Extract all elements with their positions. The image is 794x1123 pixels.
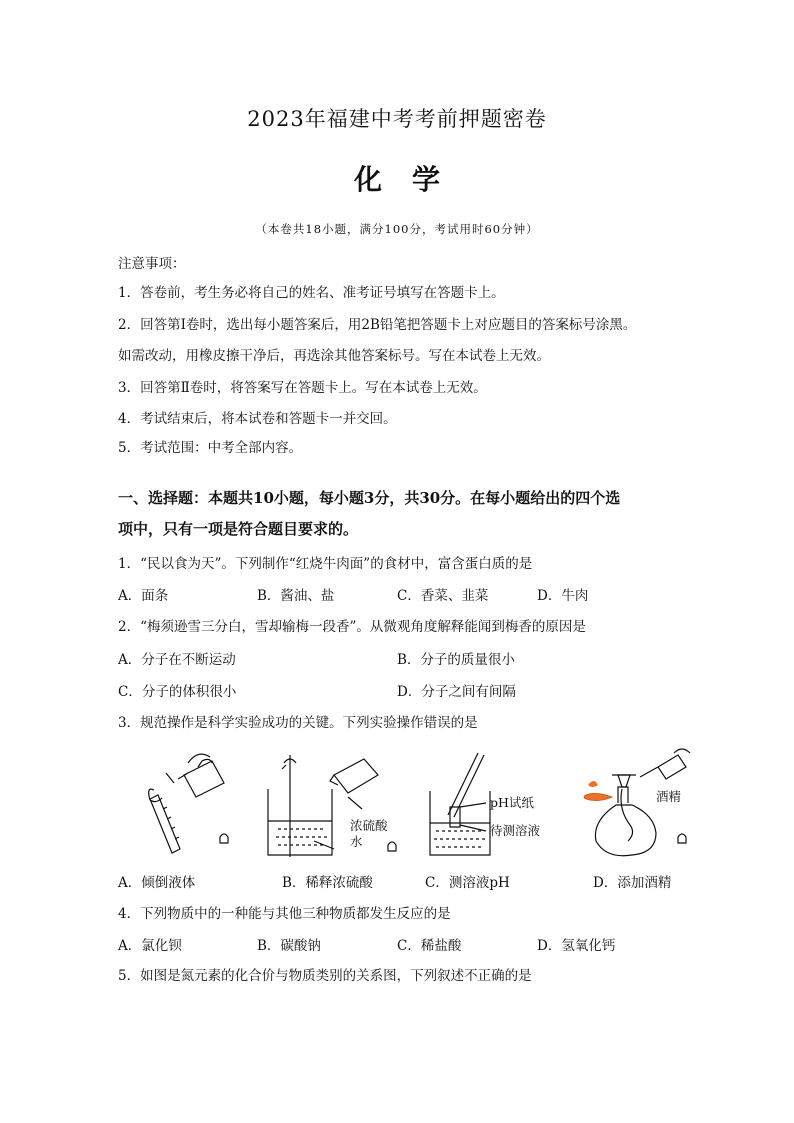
question-3-stem: 3．规范操作是科学实验成功的关键。下列实验操作错误的是 <box>118 715 478 731</box>
exam-scope: （本卷共18小题，满分100分，考试用时60分钟） <box>255 222 539 236</box>
question-2-stem: 2．“梅须逊雪三分白，雪却输梅一段香”。从微观角度解释能闻到梅香的原因是 <box>118 619 586 635</box>
note-item: 5．考试范围：中考全部内容。 <box>118 440 303 456</box>
label-ph-paper: pH试纸 <box>490 795 534 810</box>
question-5-stem: 5．如图是氮元素的化合价与物质类别的关系图，下列叙述不正确的是 <box>118 968 532 984</box>
question-1-stem: 1．“民以食为天”。下列制作“红烧牛肉面”的食材中，富含蛋白质的是 <box>118 556 533 572</box>
q1-option-b: B．酱油、盐 <box>257 588 335 604</box>
beaker-dilution-illustration <box>268 755 396 857</box>
label-test-solution: 待测溶液 <box>490 823 541 838</box>
section-heading-cont: 项中，只有一项是符合题目要求的。 <box>118 520 359 538</box>
note-item: 2．回答第Ⅰ卷时，选出每小题答案后，用2B铅笔把答题卡上对应题目的答案标号涂黑。 <box>118 317 637 333</box>
label-alcohol: 酒精 <box>656 789 682 804</box>
lab-operations-illustration <box>118 745 698 865</box>
graduated-cylinder-illustration <box>149 754 228 853</box>
q3-option-d: D．添加酒精 <box>593 875 672 891</box>
q1-option-d: D．牛肉 <box>537 588 589 604</box>
note-item: 4．考试结束后，将本试卷和答题卡一并交回。 <box>118 411 397 427</box>
note-item: 如需改动，用橡皮擦干净后，再选涂其他答案标号。写在本试卷上无效。 <box>118 348 550 364</box>
section-heading: 一、选择题：本题共10小题，每小题3分，共30分。在每小题给出的四个选 <box>118 489 621 507</box>
q3-figure <box>118 745 698 865</box>
exam-title: 2023年福建中考考前押题密卷 <box>247 107 547 131</box>
q3-option-c: C．测溶液pH <box>425 875 510 891</box>
q2-option-b: B．分子的质量很小 <box>397 652 515 668</box>
q4-option-b: B．碳酸钠 <box>257 938 321 954</box>
note-item: 1．答卷前，考生务必将自己的姓名、准考证号填写在答题卡上。 <box>118 285 505 301</box>
label-water: 水 <box>350 834 363 849</box>
q4-option-a: A．氯化钡 <box>118 938 182 954</box>
q2-option-c: C．分子的体积很小 <box>118 684 237 700</box>
q3-option-b: B．稀释浓硫酸 <box>282 875 373 891</box>
subject-title: 化学 <box>353 163 470 196</box>
q4-option-c: C．稀盐酸 <box>397 938 462 954</box>
q1-option-a: A．面条 <box>118 588 169 604</box>
q2-option-d: D．分子之间有间隔 <box>397 684 516 700</box>
ph-test-illustration <box>430 753 490 855</box>
note-item: 3．回答第Ⅱ卷时，将答案写在答题卡上。写在本试卷上无效。 <box>118 380 487 396</box>
q3-option-a: A．倾倒液体 <box>118 875 196 891</box>
q1-option-c: C．香菜、韭菜 <box>397 588 489 604</box>
q4-option-d: D．氢氧化钙 <box>537 938 616 954</box>
label-conc-acid: 浓硫酸 <box>350 818 388 833</box>
question-4-stem: 4．下列物质中的一种能与其他三种物质都发生反应的是 <box>118 906 451 922</box>
q2-option-a: A．分子在不断运动 <box>118 652 236 668</box>
flame-icon <box>584 781 612 801</box>
notes-heading: 注意事项： <box>118 256 186 272</box>
